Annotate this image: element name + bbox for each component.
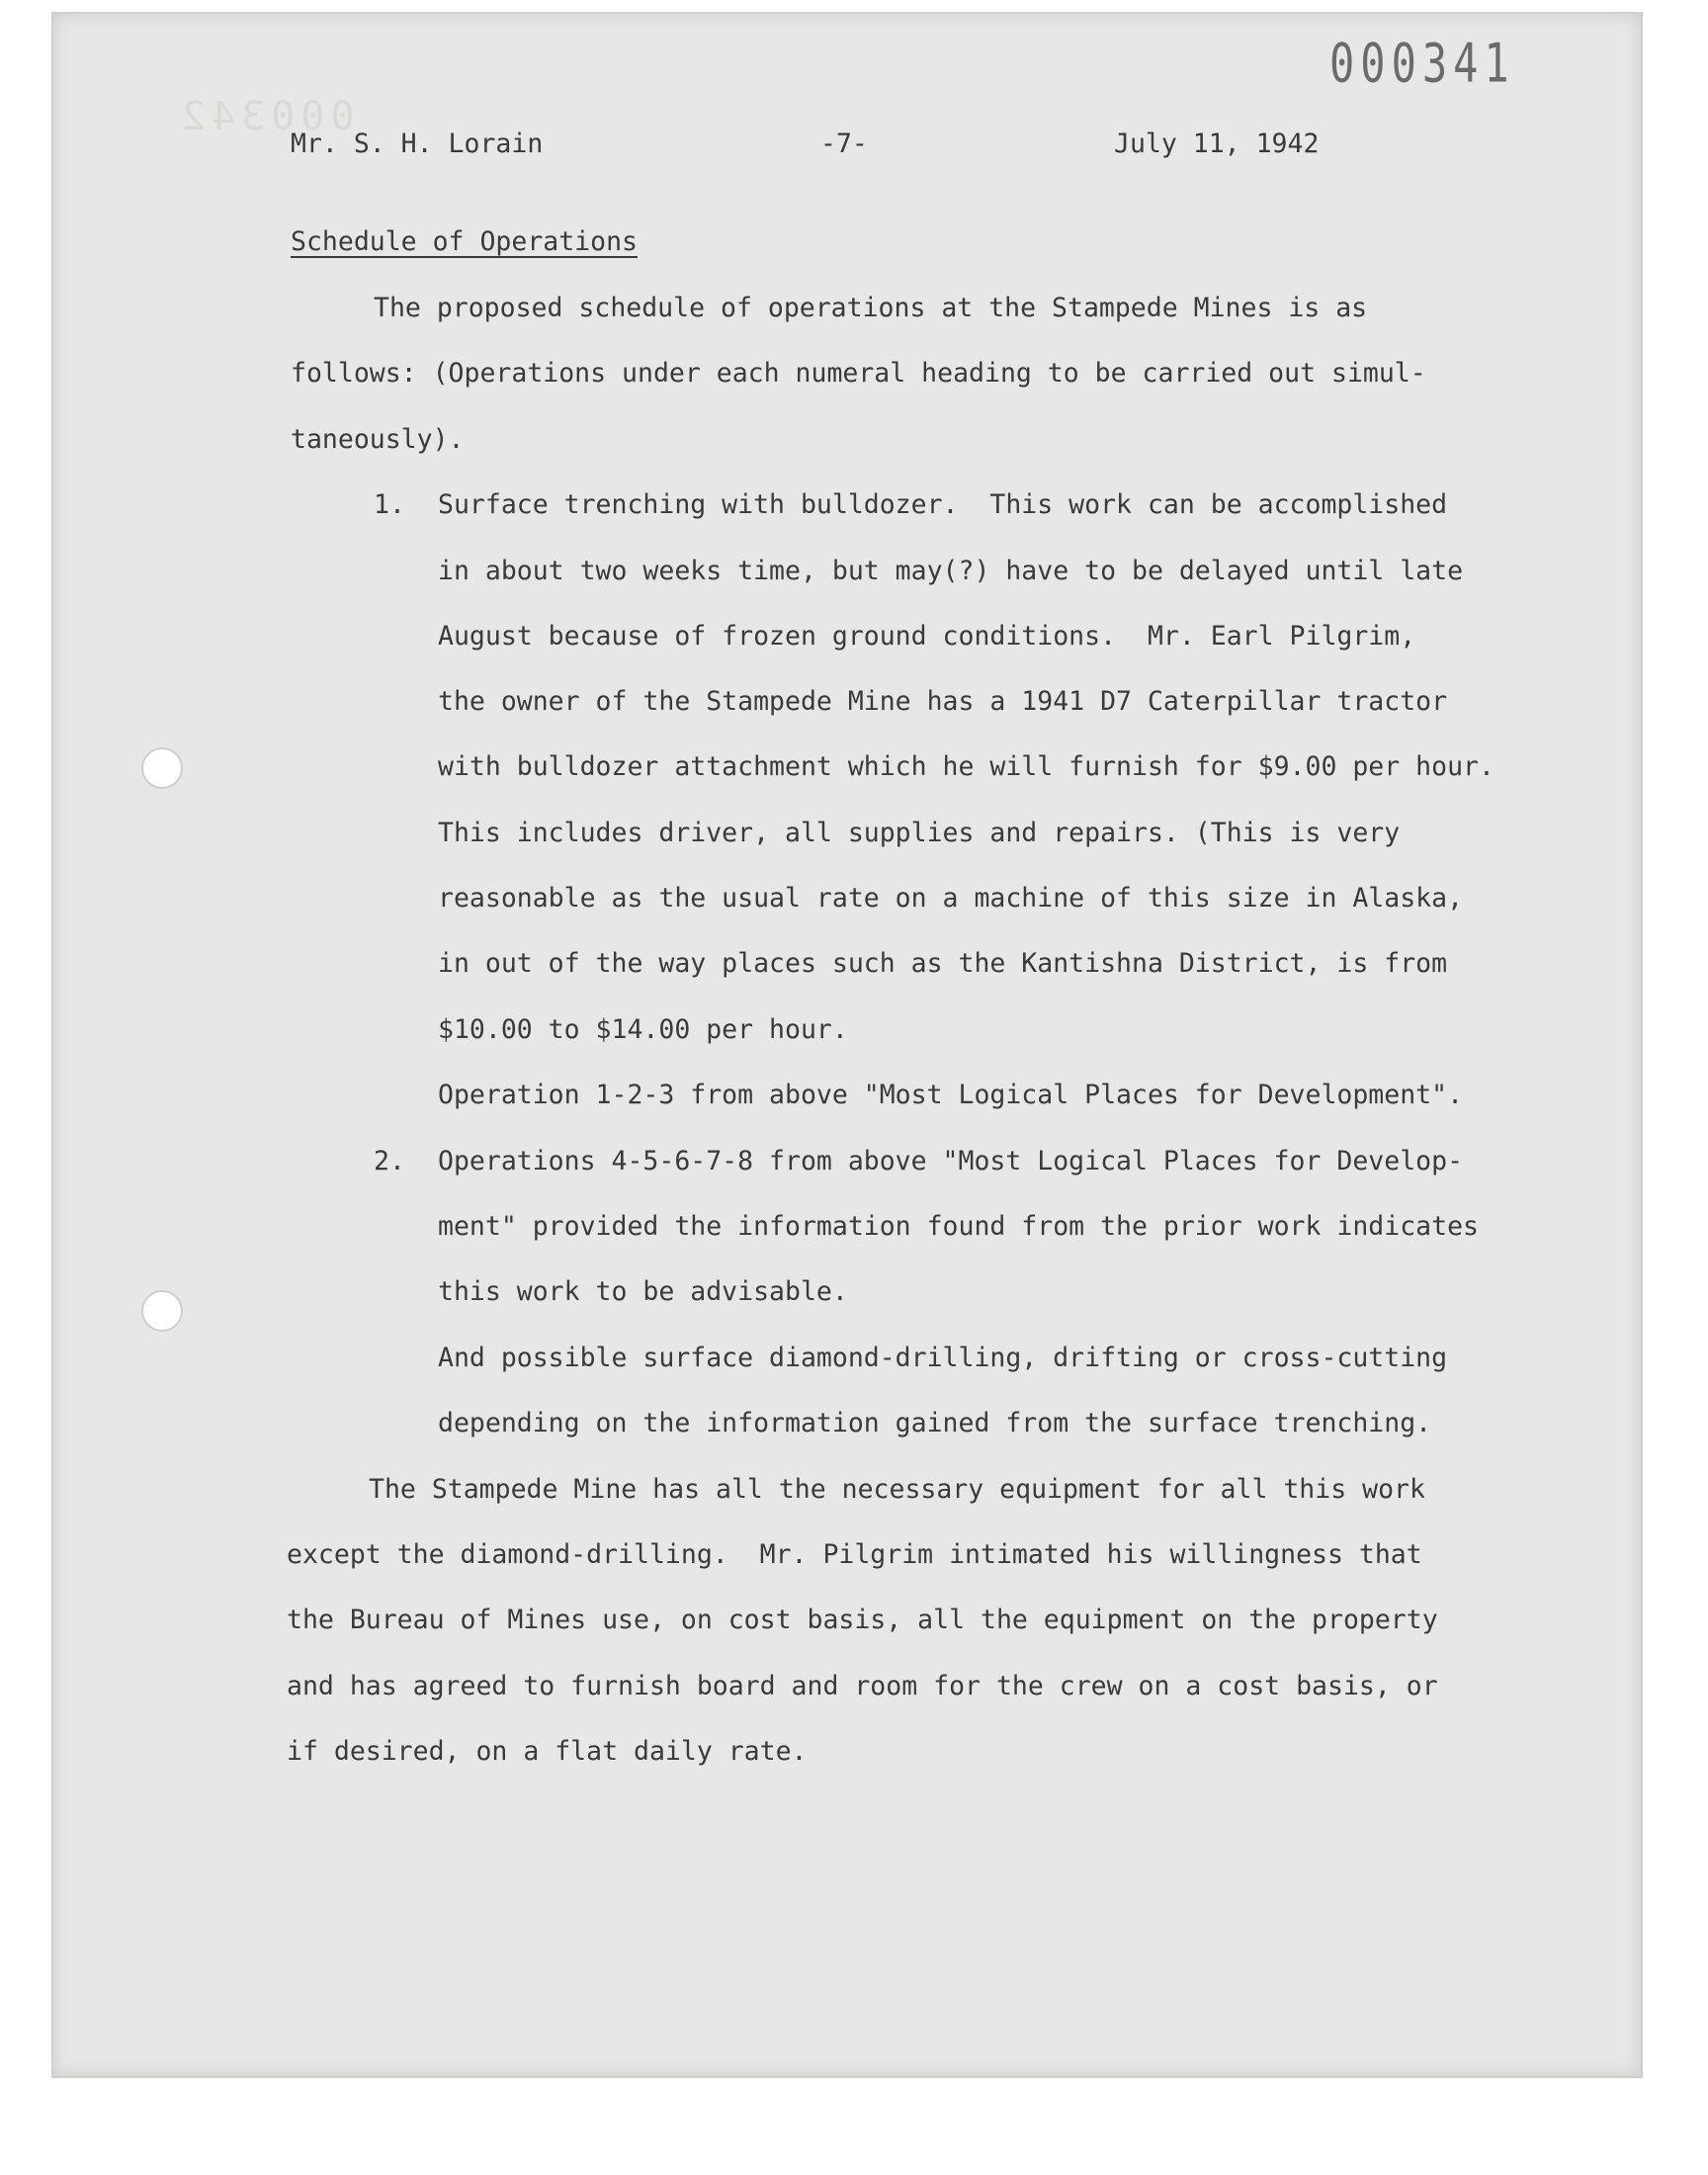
item-1-line-3: August because of frozen ground conditions. Mr. Earl Pilgrim, bbox=[438, 621, 1416, 652]
item-2-line-3: this work to be advisable. bbox=[438, 1276, 848, 1307]
document-number-stamp: 000341 bbox=[1329, 32, 1515, 95]
closing-line-3: the Bureau of Mines use, on cost basis, all the equipment on the property bbox=[287, 1605, 1438, 1635]
header-page-number: -7- bbox=[820, 129, 868, 159]
header-date: July 11, 1942 bbox=[1114, 129, 1320, 159]
closing-line-4: and has agreed to furnish board and room for the crew on a cost basis, or bbox=[287, 1671, 1438, 1701]
item-1-line-8: in out of the way places such as the Kantishna District, is from bbox=[438, 948, 1448, 979]
item-1-line-7: reasonable as the usual rate on a machine of this size in Alaska, bbox=[438, 883, 1464, 914]
item-1-number: 1. bbox=[374, 489, 405, 520]
closing-line-2: except the diamond-drilling. Mr. Pilgrim intimated his willingness that bbox=[287, 1539, 1422, 1570]
intro-line-2: follows: (Operations under each numeral heading to be carried out simul- bbox=[291, 358, 1426, 389]
item-1-line-9: $10.00 to $14.00 per hour. bbox=[438, 1014, 848, 1045]
item-1-note: Operation 1-2-3 from above "Most Logical Places for Development". bbox=[438, 1080, 1464, 1110]
bleed-through-stamp: 000342 bbox=[176, 94, 355, 139]
punch-hole-bottom bbox=[141, 1290, 183, 1332]
item-1-line-6: This includes driver, all supplies and repairs. (This is very bbox=[438, 818, 1401, 848]
section-heading: Schedule of Operations bbox=[291, 226, 638, 257]
item-2-line-1: Operations 4-5-6-7-8 from above "Most Logical Places for Develop- bbox=[438, 1146, 1464, 1176]
header-addressee: Mr. S. H. Lorain bbox=[291, 129, 544, 159]
closing-line-1: The Stampede Mine has all the necessary equipment for all this work bbox=[369, 1474, 1425, 1505]
punch-hole-top bbox=[141, 747, 183, 789]
item-1-line-1: Surface trenching with bulldozer. This work can be accomplished bbox=[438, 489, 1448, 520]
item-2-number: 2. bbox=[374, 1146, 405, 1176]
item-2-note-line-2: depending on the information gained from the surface trenching. bbox=[438, 1408, 1432, 1438]
item-1-line-2: in about two weeks time, but may(?) have to be delayed until late bbox=[438, 556, 1464, 586]
intro-line-1: The proposed schedule of operations at the Stampede Mines is as bbox=[374, 293, 1368, 323]
item-2-line-2: ment" provided the information found from the prior work indicates bbox=[438, 1211, 1479, 1242]
closing-line-5: if desired, on a flat daily rate. bbox=[287, 1736, 808, 1767]
item-1-line-4: the owner of the Stampede Mine has a 1941 D7 Caterpillar tractor bbox=[438, 686, 1448, 717]
item-2-note-line-1: And possible surface diamond-drilling, drifting or cross-cutting bbox=[438, 1343, 1448, 1373]
item-1-line-5: with bulldozer attachment which he will furnish for $9.00 per hour. bbox=[438, 751, 1494, 782]
intro-line-3: taneously). bbox=[291, 424, 465, 455]
